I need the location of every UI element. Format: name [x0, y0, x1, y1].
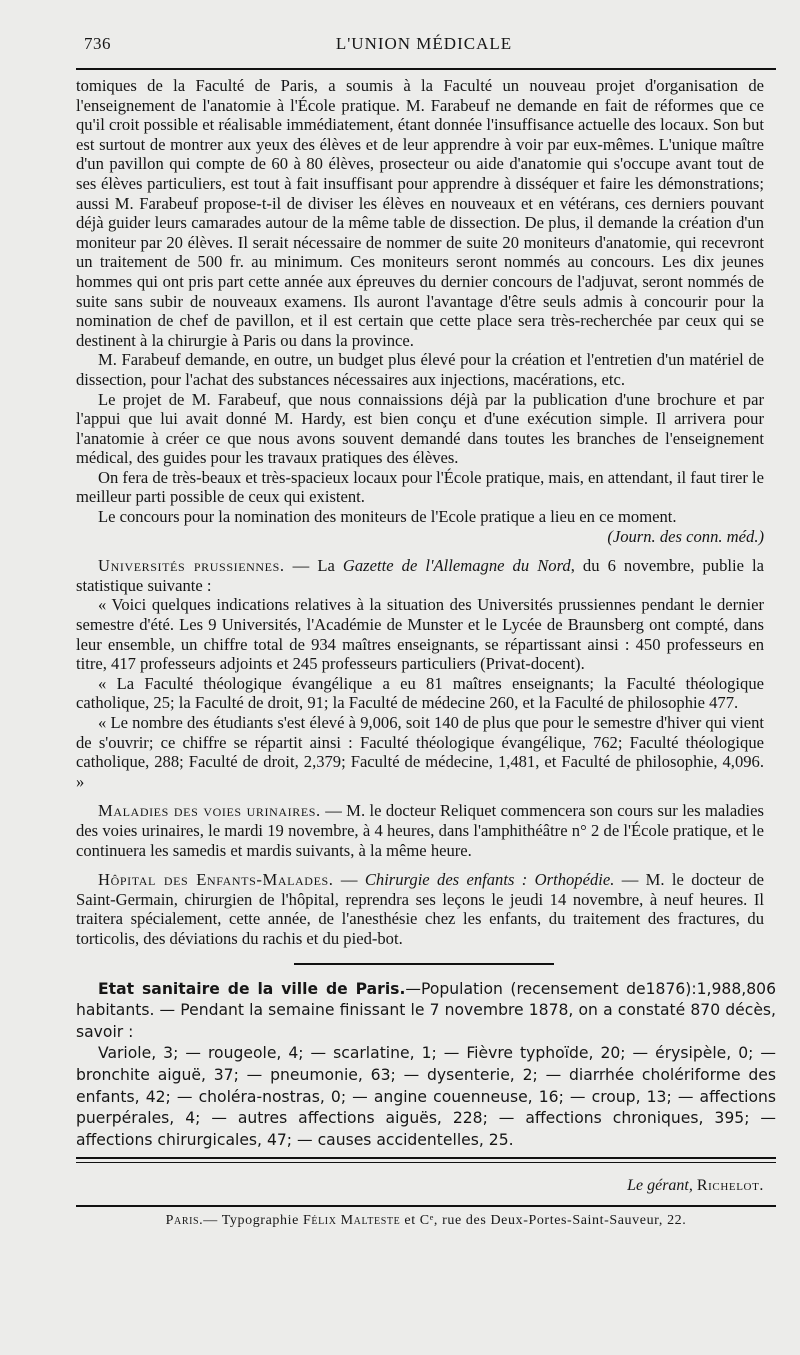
- etat-intro: [76, 979, 776, 1044]
- footer-printer: Félix Malteste: [302, 1213, 401, 1229]
- printer-footer: [76, 1213, 776, 1229]
- farabeuf-paragraph-2: M. Farabeuf demande, en outre, un budget plus élevé pour la création et l'entretien d'un matériel de dissection, pour l'achat des substances nécessaires aux injections, macérations, etc.: [76, 350, 764, 389]
- farabeuf-paragraph-5: Le concours pour la nomination des moniteurs de l'Ecole pratique a lieu en ce moment.: [98, 507, 677, 527]
- universites-article: [76, 556, 772, 791]
- maladies-heading: Maladies des voies urinaires.: [98, 801, 321, 821]
- hopital-paragraph: [76, 870, 764, 948]
- hopital-text: — M. le docteur de Saint-Germain, chirurgien de l'hôpital, reprendra ses leçons le jeudi 14 novembre, à neuf heures. Il traitera spécialement, cette année, de l'anesthésie chez les enfants, du traitement des fractures, du torticolis, des déviations du rachis et du pied-bot.: [76, 870, 764, 948]
- section-separator: [294, 963, 554, 965]
- page-header: [76, 32, 772, 62]
- maladies-paragraph: [76, 801, 764, 860]
- farabeuf-paragraph-3: Le projet de M. Farabeuf, que nous connaissions déjà par la publication d'une brochure et par l'appui que lui avait donné M. Hardy, est bien conçu et d'une exécution simple. Il arrivera pour l'anatomie à créer ce que nous avons souvent demandé dans toutes les branches de l'enseignement médical, des guides pour les travaux pratiques des élèves.: [76, 389, 764, 468]
- universites-heading: Universités prussiennes.: [98, 556, 285, 576]
- universites-journal: Gazette de l'Allemagne du Nord: [342, 556, 571, 576]
- maladies-text: — M. le docteur Reliquet commencera son cours sur les maladies des voies urinaires, le mardi 19 novembre, à 4 heures, dans l'amphithéâtre n° 2 de l'École pratique, et le continuera les samedis et mardis suivants, à la même heure.: [76, 801, 764, 860]
- journal-title: L'UNION MÉDICALE: [335, 34, 513, 53]
- hopital-heading: Hôpital des Enfants-Malades.: [98, 870, 334, 890]
- footer-address: et Cᵉ, rue des Deux-Portes-Saint-Sauveur, 22.: [400, 1213, 687, 1229]
- page-number: 736: [84, 34, 111, 53]
- universites-paragraph-2: « La Faculté théologique évangélique a eu 81 maîtres enseignants; la Faculté théologique catholique, 25; la Faculté de droit, 91; la Faculté de médecine 260, et la Faculté de philosophie 477.: [76, 673, 764, 713]
- etat-list: Variole, 3; — rougeole, 4; — scarlatine, 1; — Fièvre typhoïde, 20; — érysipèle, 0; — bronchite aiguë, 37; — pneumonie, 63; — dysenterie, 2; — diarrhée cholériforme des enfants, 42; — choléra-nostras, 0; — angine couenneuse, 16; — croup, 13; — affections puerpérales, 4; — autres affections aiguës, 228; — affections chroniques, 395; — affections chirurgicales, 47; — causes accidentelles, 25.: [76, 1044, 776, 1149]
- universites-intro-post: , du 6 novembre, publie la statistique suivante :: [76, 556, 765, 595]
- gerant-name: Richelot.: [696, 1177, 764, 1195]
- farabeuf-paragraph-1: tomiques de la Faculté de Paris, a soumis à la Faculté un nouveau projet d'organisation de l'enseignement de l'anatomie à l'École pratique. M. Farabeuf ne demande en fait de réformes que ce qu'il croit possible et réalisable immédiatement, étant donnée l'insuffisance actuelle des locaux. Son but est surtout de montrer aux yeux des élèves et de leur apprendre à voir par eux-mêmes. L'unique maître d'un pavillon qui compte de 60 à 80 élèves, prosecteur ou aide d'anatomie qui s'occupe avant tout de ses élèves particuliers, est tout à fait insuffisant pour apprendre à disséquer et faire les démonstrations; aussi M. Farabeuf propose-t-il de diviser les élèves en nouveaux et en vétérans, ces derniers pouvant déjà guider leurs camarades autour de la même table de dissection. De plus, il demande la création d'un moniteur par 20 élèves. Il serait nécessaire de nommer de suite 20 moniteurs d'anatomie, qui recevront un traitement de 500 fr. au minimum. Ces moniteurs seront nommés au concours. Les dix jeunes hommes qui ont pris part cette année aux épreuves du dernier concours de l'adjuvat, seront nommés de suite sans subir de nouveaux examens. Ils auront l'avantage d'être seuls admis à concourir pour la nomination de chef de pavillon, et il est certain que cette place sera très-recherchée par ceux qui se destinent à la chirurgie à Paris ou dans la province.: [76, 76, 764, 350]
- hopital-notice: [76, 870, 772, 948]
- footer-city: Paris.: [165, 1213, 204, 1229]
- header-rule: [76, 68, 776, 70]
- double-rule: [76, 1157, 776, 1163]
- maladies-notice: [76, 801, 772, 860]
- universites-paragraph-1: « Voici quelques indications relatives à la situation des Universités prussiennes pendant le dernier semestre d'été. Les 9 Universités, l'Académie de Munster et le Lycée de Braunsberg ont compté, dans leur ensemble, un chiffre total de 934 maîtres enseignants, se répartissant ainsi : 450 professeurs en titre, 417 professeurs adjoints et 245 professeurs particuliers (Privat-docent).: [76, 595, 764, 674]
- hopital-sep: —: [333, 870, 365, 890]
- farabeuf-paragraph-4: On fera de très-beaux et très-spacieux locaux pour l'École pratique, mais, en attendant, il faut tirer le meilleur parti possible de ceux qui existent.: [76, 467, 765, 507]
- gerant-label: Le gérant,: [627, 1177, 693, 1195]
- etat-intro-text: —Population (recensement de1876):1,988,806 habitants. — Pendant la semaine finissant le 7 novembre 1878, on a constaté 870 décès, savoir :: [76, 979, 776, 1041]
- footer-rule: [76, 1205, 776, 1207]
- etat-sanitaire: [76, 979, 776, 1152]
- universites-paragraph-3: « Le nombre des étudiants s'est élevé à 9,006, soit 140 de plus que pour le semestre d'hiver qui vient de s'ouvrir; ce chiffre se répartit ainsi : Faculté théologique évangélique, 762; Faculté théologique catholique, 288; Faculté de droit, 2,379; Faculté de médecine, 1,481, et Faculté de philosophie, 4,096. »: [76, 713, 764, 791]
- hopital-course: Chirurgie des enfants : Orthopédie.: [364, 870, 615, 890]
- footer-text: — Typographie: [203, 1213, 303, 1229]
- farabeuf-article: [76, 76, 772, 546]
- universites-intro: [76, 556, 764, 595]
- farabeuf-source: (Journ. des conn. méd.): [607, 526, 764, 546]
- universites-intro-pre: — La: [284, 556, 343, 576]
- gerant-signature: [76, 1177, 764, 1195]
- etat-heading: Etat sanitaire de la ville de Paris.: [98, 979, 406, 998]
